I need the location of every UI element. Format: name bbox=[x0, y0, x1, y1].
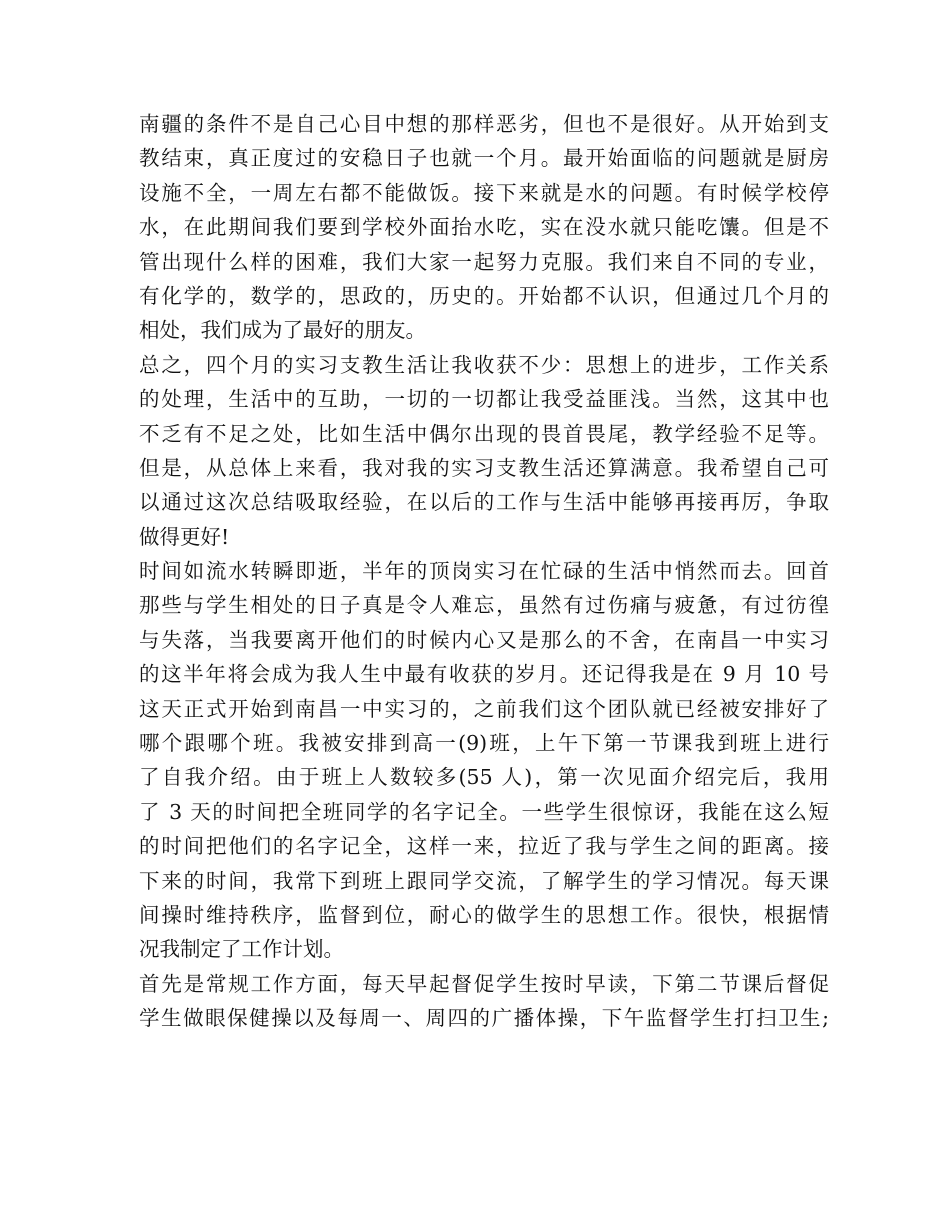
text-line: 教结束，真正度过的安稳日子也就一个月。最开始面临的问题就是厨房 bbox=[139, 146, 829, 171]
text-line: 但是，从总体上来看，我对我的实习支教生活还算满意。我希望自己可 bbox=[139, 455, 829, 480]
text-line: 南疆的条件不是自己心目中想的那样恶劣，但也不是很好。从开始到支 bbox=[139, 112, 829, 136]
text-line: 与失落，当我要离开他们的时候内心又是那么的不舍，在南昌一中实习 bbox=[139, 627, 829, 652]
body-text bbox=[139, 107, 829, 1036]
text-line: 下来的时间，我常下到班上跟同学交流，了解学生的学习情况。每天课 bbox=[139, 868, 829, 893]
text-line: 了 3 天的时间把全班同学的名字记全。一些学生很惊讶，我能在这么短 bbox=[139, 799, 829, 824]
text-line: 做得更好! bbox=[139, 524, 230, 549]
text-line: 水，在此期间我们要到学校外面抬水吃，实在没水就只能吃馕。但是不 bbox=[139, 215, 829, 240]
text-line: 不乏有不足之处，比如生活中偶尔出现的畏首畏尾，教学经验不足等。 bbox=[139, 421, 829, 446]
text-line: 这天正式开始到南昌一中实习的，之前我们这个团队就已经被安排好了 bbox=[139, 696, 829, 721]
text-line: 学生做眼保健操以及每周一、周四的广播体操，下午监督学生打扫卫生; bbox=[139, 1006, 829, 1031]
text-line: 总之，四个月的实习支教生活让我收获不少：思想上的进步，工作关系 bbox=[139, 352, 829, 377]
text-line: 况我制定了工作计划。 bbox=[139, 937, 344, 962]
text-line: 间操时维持秩序，监督到位，耐心的做学生的思想工作。很快，根据情 bbox=[139, 902, 829, 927]
text-line: 的时间把他们的名字记全，这样一来，拉近了我与学生之间的距离。接 bbox=[139, 834, 829, 859]
text-line: 了自我介绍。由于班上人数较多(55 人)，第一次见面介绍完后，我用 bbox=[139, 765, 829, 790]
text-line: 哪个跟哪个班。我被安排到高一(9)班，上午下第一节课我到班上进行 bbox=[139, 731, 829, 756]
text-line: 相处，我们成为了最好的朋友。 bbox=[139, 318, 426, 343]
text-line: 首先是常规工作方面，每天早起督促学生按时早读，下第二节课后督促 bbox=[139, 971, 829, 996]
text-line: 的处理，生活中的互助，一切的一切都让我受益匪浅。当然，这其中也 bbox=[139, 387, 829, 412]
text-line: 时间如流水转瞬即逝，半年的顶岗实习在忙碌的生活中悄然而去。回首 bbox=[139, 559, 829, 584]
text-line: 以通过这次总结吸取经验，在以后的工作与生活中能够再接再厉，争取 bbox=[139, 490, 829, 515]
text-line: 管出现什么样的困难，我们大家一起努力克服。我们来自不同的专业， bbox=[139, 249, 829, 274]
text-line: 设施不全，一周左右都不能做饭。接下来就是水的问题。有时候学校停 bbox=[139, 180, 829, 205]
text-line: 有化学的，数学的，思政的，历史的。开始都不认识，但通过几个月的 bbox=[139, 283, 829, 308]
text-line: 那些与学生相处的日子真是令人难忘，虽然有过伤痛与疲惫，有过彷徨 bbox=[139, 593, 829, 618]
text-line: 的这半年将会成为我人生中最有收获的岁月。还记得我是在 9 月 10 号 bbox=[139, 662, 829, 687]
